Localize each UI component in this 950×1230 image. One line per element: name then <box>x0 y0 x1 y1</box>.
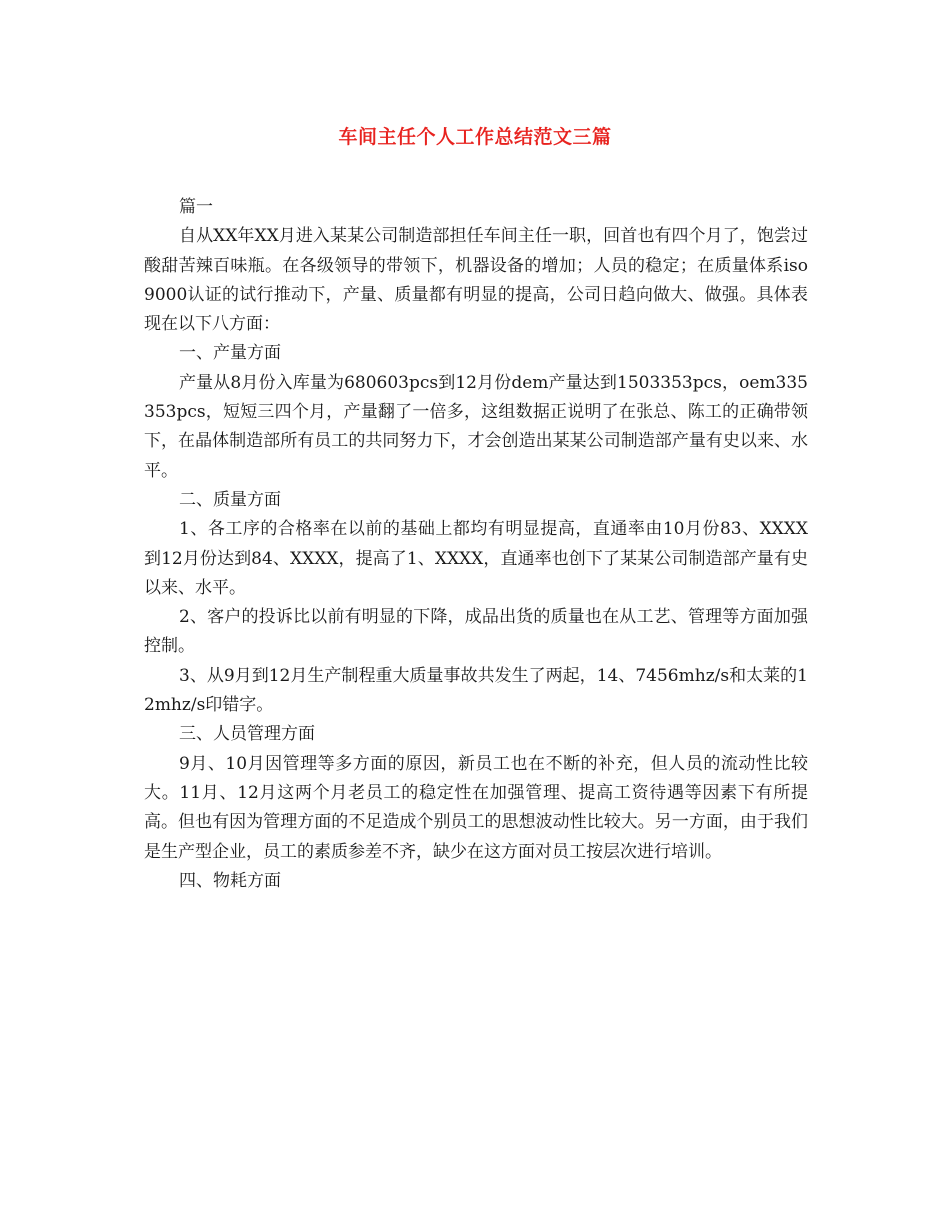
output-paragraph: 产量从8月份入库量为680603pcs到12月份dem产量达到1503353pcs，oem335353pcs，短短三四个月，产量翻了一倍多，这组数据正说明了在张总、陈工的正确带领下，在晶体制造部所有员工的共同努力下，才会创造出某某公司制造部产量有史以来、水平。 <box>144 372 808 481</box>
section-heading-quality: 二、质量方面 <box>179 489 281 510</box>
intro-paragraph: 自从XX年XX月进入某某公司制造部担任车间主任一职，回首也有四个月了，饱尝过酸甜苦辣百味瓶。在各级领导的带领下，机器设备的增加；人员的稳定；在质量体系iso9000认证的试行推动下，产量、质量都有明显的提高，公司日趋向做大、做强。具体表现在以下八方面： <box>144 226 808 335</box>
section-heading-output: 一、产量方面 <box>179 343 281 364</box>
quality-item-3: 3、从9月到12月生产制程重大质量事故共发生了两起，14、7456mhz/s和太莱的12mhz/s印错字。 <box>144 665 808 716</box>
quality-item-1: 1、各工序的合格率在以前的基础上都均有明显提高，直通率由10月份83、XXXX到12月份达到84、XXXX，提高了1、XXXX，直通率也创下了某某公司制造部产量有史以来、水平。 <box>144 519 808 598</box>
section-heading-personnel: 三、人员管理方面 <box>179 724 315 745</box>
personnel-paragraph: 9月、10月因管理等多方面的原因，新员工也在不断的补充，但人员的流动性比较大。11月、12月这两个月老员工的稳定性在加强管理、提高工资待遇等因素下有所提高。但也有因为管理方面的不足造成个别员工的思想波动性比较大。另一方面，由于我们是生产型企业，员工的素质参差不齐，缺少在这方面对员工按层次进行培训。 <box>144 753 808 862</box>
document-title: 车间主任个人工作总结范文三篇 <box>338 126 612 148</box>
document-body <box>144 193 808 896</box>
section-heading-materials: 四、物耗方面 <box>179 870 281 891</box>
heading-part-one: 篇一 <box>179 197 213 217</box>
quality-item-2: 2、客户的投诉比以前有明显的下降，成品出货的质量也在从工艺、管理等方面加强控制。 <box>144 607 808 657</box>
